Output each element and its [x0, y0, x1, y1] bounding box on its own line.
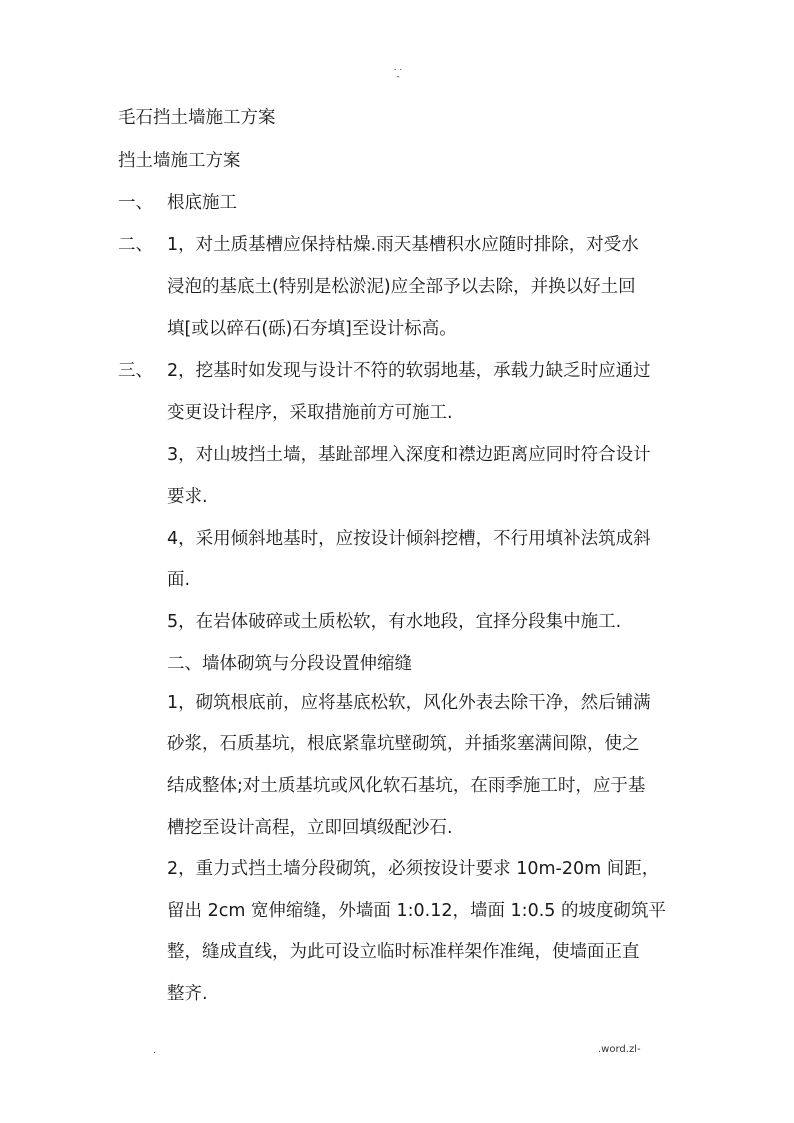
section-number: 一、 — [118, 193, 153, 213]
subsection-heading: 二、墙体砌筑与分段设置伸缩缝 — [167, 654, 412, 674]
header-mark: . . - — [393, 63, 403, 82]
paragraph-line: 2，重力式挡土墙分段砌筑，必须按设计要求 10m-20m 间距， — [167, 859, 660, 879]
paragraph-line: 砂浆，石质基坑，根底紧靠坑壁砌筑，并插浆塞满间隙，使之 — [167, 734, 640, 754]
paragraph-line: 浸泡的基底土(特别是松淤泥)应全部予以去除，并换以好土回 — [167, 277, 636, 297]
paragraph-line: 结成整体;对土质基坑或风化软石基坑，在雨季施工时，应于基 — [167, 776, 646, 796]
document-subtitle: 挡土墙施工方案 — [118, 151, 241, 171]
section-heading: 根底施工 — [167, 193, 237, 213]
section-number: 二、 — [118, 235, 153, 255]
footer-left-mark: . — [153, 1046, 156, 1056]
paragraph-line: 整齐. — [167, 984, 208, 1004]
paragraph-line: 变更设计程序，采取措施前方可施工. — [167, 403, 453, 423]
paragraph-line: 要求. — [167, 487, 208, 507]
paragraph-line: 3，对山坡挡土墙，基趾部埋入深度和襟边距离应同时符合设计 — [167, 445, 651, 465]
document-title: 毛石挡土墙施工方案 — [118, 108, 276, 128]
paragraph-line: 面. — [167, 570, 191, 590]
section-number: 三、 — [118, 361, 153, 381]
paragraph-line: 1，砌筑根底前，应将基底松软，风化外表去除干净，然后铺满 — [167, 693, 651, 713]
paragraph-line: 4，采用倾斜地基时，应按设计倾斜挖槽，不行用填补法筑成斜 — [167, 529, 651, 549]
paragraph-line: 留出 2cm 宽伸缩缝，外墙面 1:0.12，墙面 1:0.5 的坡度砌筑平 — [167, 901, 666, 921]
paragraph-line: 5，在岩体破碎或土质松软，有水地段，宜择分段集中施工. — [167, 612, 622, 632]
paragraph-line: 整，缝成直线，为此可设立临时标准样架作准绳，使墙面正直 — [167, 942, 640, 962]
paragraph-line: 2，挖基时如发现与设计不符的软弱地基，承载力缺乏时应通过 — [167, 361, 651, 381]
footer-watermark: .word.zl- — [598, 1044, 641, 1055]
paragraph-line: 槽挖至设计高程，立即回填级配沙石. — [167, 818, 453, 838]
paragraph-line: 填[或以碎石(砾)石夯填]至设计标高。 — [167, 319, 457, 339]
paragraph-line: 1，对土质基槽应保持枯燥.雨天基槽积水应随时排除，对受水 — [167, 235, 639, 255]
